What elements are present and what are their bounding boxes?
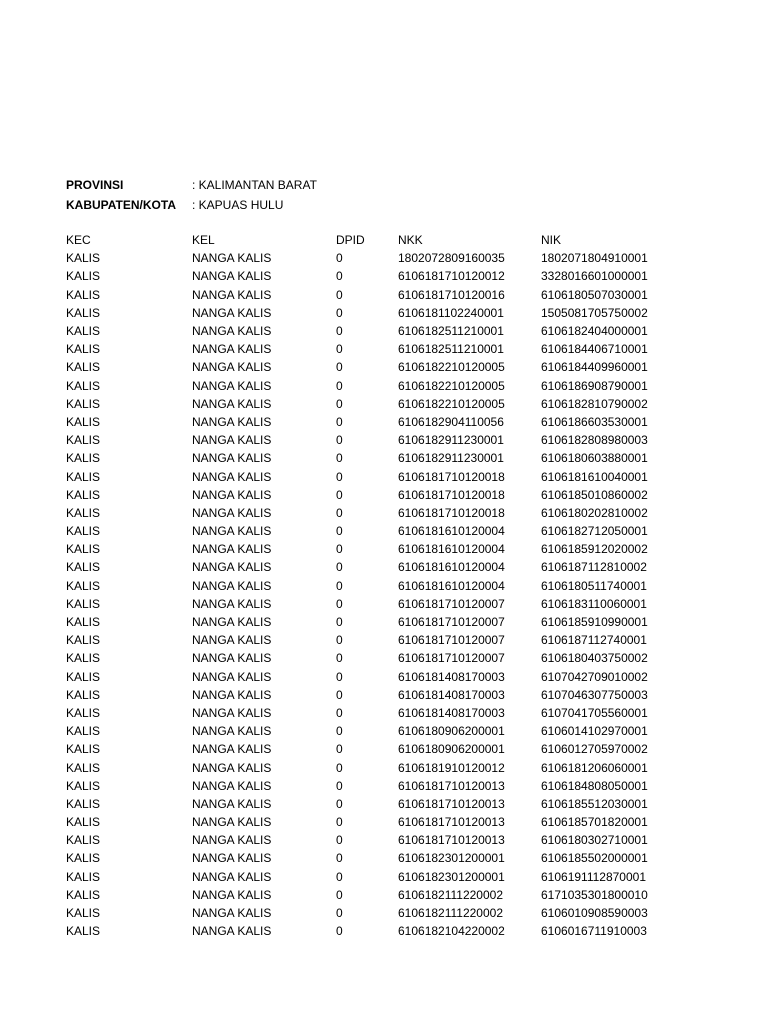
cell-nik: 6106185910990001 bbox=[541, 615, 648, 630]
cell-kec: KALIS bbox=[66, 760, 101, 775]
table-row bbox=[66, 831, 681, 849]
cell-kec: KALIS bbox=[66, 414, 101, 429]
table-row bbox=[66, 758, 681, 776]
cell-nik: 6106181206060001 bbox=[541, 760, 648, 775]
cell-nik: 1802071804910001 bbox=[541, 251, 648, 266]
table-row bbox=[66, 286, 681, 304]
table-row bbox=[66, 395, 681, 413]
cell-nkk: 6106181710120018 bbox=[398, 469, 505, 484]
cell-nkk: 6106182210120005 bbox=[398, 396, 505, 411]
cell-kec: KALIS bbox=[66, 906, 101, 921]
cell-kec: KALIS bbox=[66, 778, 101, 793]
cell-dpid: 0 bbox=[336, 524, 343, 539]
provinsi-value: : KALIMANTAN BARAT bbox=[192, 178, 317, 192]
cell-dpid: 0 bbox=[336, 796, 343, 811]
cell-kec: KALIS bbox=[66, 269, 101, 284]
cell-nik: 6106186603530001 bbox=[541, 414, 648, 429]
cell-kel: NANGA KALIS bbox=[192, 869, 272, 884]
cell-kel: NANGA KALIS bbox=[192, 251, 272, 266]
cell-kec: KALIS bbox=[66, 342, 101, 357]
cell-kec: KALIS bbox=[66, 651, 101, 666]
table-row bbox=[66, 613, 681, 631]
cell-nik: 3328016601000001 bbox=[541, 269, 648, 284]
cell-kel: NANGA KALIS bbox=[192, 360, 272, 375]
cell-kel: NANGA KALIS bbox=[192, 269, 272, 284]
cell-kec: KALIS bbox=[66, 360, 101, 375]
table-row bbox=[66, 740, 681, 758]
cell-nik: 6106185502000001 bbox=[541, 851, 648, 866]
cell-nkk: 6106181710120007 bbox=[398, 596, 505, 611]
cell-nik: 6106183110060001 bbox=[541, 596, 647, 611]
cell-nik: 6106184409960001 bbox=[541, 360, 648, 375]
kabupaten-row bbox=[66, 195, 681, 215]
cell-kec: KALIS bbox=[66, 633, 101, 648]
cell-nkk: 6106182111220002 bbox=[398, 906, 503, 921]
cell-kec: KALIS bbox=[66, 305, 101, 320]
cell-dpid: 0 bbox=[336, 324, 343, 339]
cell-nik: 6107042709010002 bbox=[541, 669, 648, 684]
cell-kec: KALIS bbox=[66, 596, 101, 611]
cell-kec: KALIS bbox=[66, 687, 101, 702]
cell-kec: KALIS bbox=[66, 833, 101, 848]
cell-nik: 6106182712050001 bbox=[541, 524, 648, 539]
cell-kel: NANGA KALIS bbox=[192, 833, 272, 848]
cell-nkk: 6106181710120016 bbox=[398, 287, 505, 302]
cell-kec: KALIS bbox=[66, 615, 101, 630]
table-row bbox=[66, 868, 681, 886]
cell-kel: NANGA KALIS bbox=[192, 433, 272, 448]
cell-nkk: 6106182104220002 bbox=[398, 924, 505, 939]
cell-kel: NANGA KALIS bbox=[192, 651, 272, 666]
table-row bbox=[66, 449, 681, 467]
header-nkk: NKK bbox=[398, 233, 423, 248]
cell-kec: KALIS bbox=[66, 542, 101, 557]
provinsi-row bbox=[66, 175, 681, 195]
cell-kel: NANGA KALIS bbox=[192, 524, 272, 539]
cell-nkk: 6106182111220002 bbox=[398, 887, 503, 902]
cell-nkk: 6106182904110056 bbox=[398, 414, 504, 429]
table-row bbox=[66, 649, 681, 667]
cell-nkk: 6106181610120004 bbox=[398, 578, 505, 593]
table-row bbox=[66, 358, 681, 376]
cell-kec: KALIS bbox=[66, 396, 101, 411]
cell-kel: NANGA KALIS bbox=[192, 469, 272, 484]
cell-kel: NANGA KALIS bbox=[192, 505, 272, 520]
cell-nkk: 6106182511210001 bbox=[398, 324, 504, 339]
header-dpid: DPID bbox=[336, 233, 365, 248]
cell-nik: 6106184808050001 bbox=[541, 778, 648, 793]
cell-kel: NANGA KALIS bbox=[192, 578, 272, 593]
cell-kel: NANGA KALIS bbox=[192, 705, 272, 720]
cell-kec: KALIS bbox=[66, 505, 101, 520]
cell-kec: KALIS bbox=[66, 869, 101, 884]
table-row bbox=[66, 486, 681, 504]
cell-kel: NANGA KALIS bbox=[192, 396, 272, 411]
cell-dpid: 0 bbox=[336, 778, 343, 793]
cell-kel: NANGA KALIS bbox=[192, 378, 272, 393]
cell-kec: KALIS bbox=[66, 524, 101, 539]
cell-nik: 1505081705750002 bbox=[541, 305, 648, 320]
table-row bbox=[66, 249, 681, 267]
cell-kec: KALIS bbox=[66, 924, 101, 939]
cell-dpid: 0 bbox=[336, 578, 343, 593]
cell-dpid: 0 bbox=[336, 505, 343, 520]
cell-nkk: 6106181710120018 bbox=[398, 487, 505, 502]
cell-nik: 6106180302710001 bbox=[541, 833, 648, 848]
cell-dpid: 0 bbox=[336, 342, 343, 357]
cell-nik: 6106191112870001 bbox=[541, 869, 646, 884]
table-row bbox=[66, 668, 681, 686]
cell-nik: 6106014102970001 bbox=[541, 724, 648, 739]
cell-kec: KALIS bbox=[66, 487, 101, 502]
cell-nik: 6106010908590003 bbox=[541, 906, 648, 921]
cell-nkk: 6106181710120013 bbox=[398, 778, 505, 793]
header-kec: KEC bbox=[66, 233, 91, 248]
cell-kel: NANGA KALIS bbox=[192, 760, 272, 775]
cell-nik: 6107041705560001 bbox=[541, 705, 648, 720]
cell-dpid: 0 bbox=[336, 451, 343, 466]
cell-dpid: 0 bbox=[336, 396, 343, 411]
table-row bbox=[66, 413, 681, 431]
cell-nkk: 6106181710120007 bbox=[398, 615, 505, 630]
cell-nik: 6106012705970002 bbox=[541, 742, 648, 757]
cell-nkk: 6106181102240001 bbox=[398, 305, 504, 320]
cell-kec: KALIS bbox=[66, 578, 101, 593]
cell-nkk: 6106181408170003 bbox=[398, 669, 505, 684]
cell-kec: KALIS bbox=[66, 378, 101, 393]
cell-dpid: 0 bbox=[336, 869, 343, 884]
cell-nkk: 6106182911230001 bbox=[398, 451, 504, 466]
cell-dpid: 0 bbox=[336, 705, 343, 720]
cell-nkk: 6106181710120018 bbox=[398, 505, 505, 520]
cell-nkk: 6106182301200001 bbox=[398, 869, 505, 884]
cell-nkk: 6106181710120012 bbox=[398, 269, 505, 284]
table-row bbox=[66, 504, 681, 522]
cell-kel: NANGA KALIS bbox=[192, 615, 272, 630]
cell-dpid: 0 bbox=[336, 815, 343, 830]
cell-kel: NANGA KALIS bbox=[192, 487, 272, 502]
cell-kel: NANGA KALIS bbox=[192, 815, 272, 830]
cell-kec: KALIS bbox=[66, 251, 101, 266]
cell-nkk: 6106182210120005 bbox=[398, 360, 505, 375]
cell-kel: NANGA KALIS bbox=[192, 305, 272, 320]
table-row bbox=[66, 904, 681, 922]
header-nik: NIK bbox=[541, 233, 562, 248]
table-row bbox=[66, 540, 681, 558]
cell-nik: 6106180202810002 bbox=[541, 505, 648, 520]
cell-nik: 6106016711910003 bbox=[541, 924, 647, 939]
cell-kec: KALIS bbox=[66, 469, 101, 484]
table-row bbox=[66, 595, 681, 613]
cell-dpid: 0 bbox=[336, 414, 343, 429]
table-row bbox=[66, 686, 681, 704]
cell-kec: KALIS bbox=[66, 433, 101, 448]
table-row bbox=[66, 922, 681, 940]
table-row bbox=[66, 467, 681, 485]
cell-nik: 6106181610040001 bbox=[541, 469, 648, 484]
cell-kel: NANGA KALIS bbox=[192, 778, 272, 793]
table-row bbox=[66, 267, 681, 285]
cell-kel: NANGA KALIS bbox=[192, 742, 272, 757]
cell-kec: KALIS bbox=[66, 560, 101, 575]
cell-kec: KALIS bbox=[66, 742, 101, 757]
cell-nik: 6106185912020002 bbox=[541, 542, 648, 557]
cell-kel: NANGA KALIS bbox=[192, 724, 272, 739]
cell-dpid: 0 bbox=[336, 469, 343, 484]
cell-dpid: 0 bbox=[336, 851, 343, 866]
cell-dpid: 0 bbox=[336, 724, 343, 739]
cell-kec: KALIS bbox=[66, 724, 101, 739]
cell-nik: 6106182810790002 bbox=[541, 396, 648, 411]
cell-nik: 6106185512030001 bbox=[541, 796, 648, 811]
cell-kel: NANGA KALIS bbox=[192, 687, 272, 702]
table-row bbox=[66, 377, 681, 395]
cell-dpid: 0 bbox=[336, 433, 343, 448]
cell-kel: NANGA KALIS bbox=[192, 633, 272, 648]
cell-nik: 6171035301800010 bbox=[541, 887, 648, 902]
cell-dpid: 0 bbox=[336, 887, 343, 902]
cell-nkk: 6106181408170003 bbox=[398, 687, 505, 702]
cell-nkk: 6106181910120012 bbox=[398, 760, 505, 775]
cell-nkk: 6106181710120013 bbox=[398, 796, 505, 811]
cell-dpid: 0 bbox=[336, 360, 343, 375]
table-row bbox=[66, 886, 681, 904]
document bbox=[66, 175, 681, 940]
cell-kec: KALIS bbox=[66, 851, 101, 866]
table-row bbox=[66, 631, 681, 649]
cell-kel: NANGA KALIS bbox=[192, 451, 272, 466]
cell-kec: KALIS bbox=[66, 815, 101, 830]
cell-nik: 6106180511740001 bbox=[541, 578, 647, 593]
cell-nkk: 6106181710120007 bbox=[398, 633, 505, 648]
cell-kel: NANGA KALIS bbox=[192, 887, 272, 902]
cell-nik: 6106182404000001 bbox=[541, 324, 648, 339]
cell-kel: NANGA KALIS bbox=[192, 542, 272, 557]
cell-kel: NANGA KALIS bbox=[192, 342, 272, 357]
cell-nkk: 6106181408170003 bbox=[398, 705, 505, 720]
table-body bbox=[66, 249, 681, 940]
cell-kec: KALIS bbox=[66, 705, 101, 720]
cell-nkk: 6106181610120004 bbox=[398, 560, 505, 575]
table-row bbox=[66, 304, 681, 322]
cell-kec: KALIS bbox=[66, 669, 101, 684]
table-row bbox=[66, 722, 681, 740]
cell-dpid: 0 bbox=[336, 924, 343, 939]
cell-kec: KALIS bbox=[66, 887, 101, 902]
cell-dpid: 0 bbox=[336, 687, 343, 702]
cell-dpid: 0 bbox=[336, 287, 343, 302]
cell-nik: 6106180603880001 bbox=[541, 451, 648, 466]
cell-kec: KALIS bbox=[66, 796, 101, 811]
cell-dpid: 0 bbox=[336, 651, 343, 666]
cell-nik: 6107046307750003 bbox=[541, 687, 648, 702]
table-header bbox=[66, 231, 681, 249]
cell-nkk: 6106180906200001 bbox=[398, 742, 505, 757]
cell-kel: NANGA KALIS bbox=[192, 851, 272, 866]
cell-kel: NANGA KALIS bbox=[192, 924, 272, 939]
cell-nik: 6106182808980003 bbox=[541, 433, 648, 448]
table-row bbox=[66, 558, 681, 576]
cell-nkk: 6106182210120005 bbox=[398, 378, 505, 393]
cell-dpid: 0 bbox=[336, 487, 343, 502]
cell-nik: 6106185701820001 bbox=[541, 815, 648, 830]
kabupaten-value: : KAPUAS HULU bbox=[192, 198, 284, 212]
table-row bbox=[66, 322, 681, 340]
header-kel: KEL bbox=[192, 233, 215, 248]
cell-kel: NANGA KALIS bbox=[192, 287, 272, 302]
table-row bbox=[66, 431, 681, 449]
cell-kel: NANGA KALIS bbox=[192, 906, 272, 921]
cell-dpid: 0 bbox=[336, 560, 343, 575]
table-row bbox=[66, 522, 681, 540]
table-row bbox=[66, 813, 681, 831]
cell-kec: KALIS bbox=[66, 324, 101, 339]
table-row bbox=[66, 704, 681, 722]
table-row bbox=[66, 795, 681, 813]
cell-nik: 6106187112740001 bbox=[541, 633, 647, 648]
provinsi-label: PROVINSI bbox=[66, 178, 124, 192]
cell-kel: NANGA KALIS bbox=[192, 560, 272, 575]
cell-kec: KALIS bbox=[66, 451, 101, 466]
cell-nkk: 6106181710120013 bbox=[398, 815, 505, 830]
cell-dpid: 0 bbox=[336, 669, 343, 684]
cell-kel: NANGA KALIS bbox=[192, 796, 272, 811]
cell-nkk: 6106181610120004 bbox=[398, 524, 505, 539]
table-row bbox=[66, 849, 681, 867]
cell-dpid: 0 bbox=[336, 615, 343, 630]
cell-dpid: 0 bbox=[336, 542, 343, 557]
cell-dpid: 0 bbox=[336, 251, 343, 266]
table-row bbox=[66, 577, 681, 595]
cell-nkk: 6106181710120007 bbox=[398, 651, 505, 666]
cell-nkk: 6106181710120013 bbox=[398, 833, 505, 848]
kabupaten-label: KABUPATEN/KOTA bbox=[66, 198, 176, 212]
cell-nik: 6106185010860002 bbox=[541, 487, 648, 502]
cell-kel: NANGA KALIS bbox=[192, 414, 272, 429]
cell-nik: 6106180507030001 bbox=[541, 287, 648, 302]
cell-nik: 6106180403750002 bbox=[541, 651, 648, 666]
cell-kel: NANGA KALIS bbox=[192, 596, 272, 611]
cell-dpid: 0 bbox=[336, 596, 343, 611]
cell-dpid: 0 bbox=[336, 742, 343, 757]
table-row bbox=[66, 340, 681, 358]
cell-nkk: 6106181610120004 bbox=[398, 542, 505, 557]
cell-nkk: 6106182511210001 bbox=[398, 342, 504, 357]
cell-nkk: 6106182301200001 bbox=[398, 851, 505, 866]
cell-nkk: 6106182911230001 bbox=[398, 433, 504, 448]
cell-nkk: 6106180906200001 bbox=[398, 724, 505, 739]
spacer bbox=[66, 215, 681, 231]
cell-kec: KALIS bbox=[66, 287, 101, 302]
cell-kel: NANGA KALIS bbox=[192, 669, 272, 684]
cell-nik: 6106186908790001 bbox=[541, 378, 648, 393]
cell-kel: NANGA KALIS bbox=[192, 324, 272, 339]
cell-dpid: 0 bbox=[336, 906, 343, 921]
cell-nik: 6106184406710001 bbox=[541, 342, 648, 357]
table-row bbox=[66, 777, 681, 795]
cell-dpid: 0 bbox=[336, 760, 343, 775]
cell-dpid: 0 bbox=[336, 269, 343, 284]
cell-dpid: 0 bbox=[336, 378, 343, 393]
cell-dpid: 0 bbox=[336, 305, 343, 320]
cell-dpid: 0 bbox=[336, 833, 343, 848]
cell-dpid: 0 bbox=[336, 633, 343, 648]
cell-nik: 6106187112810002 bbox=[541, 560, 647, 575]
cell-nkk: 1802072809160035 bbox=[398, 251, 505, 266]
